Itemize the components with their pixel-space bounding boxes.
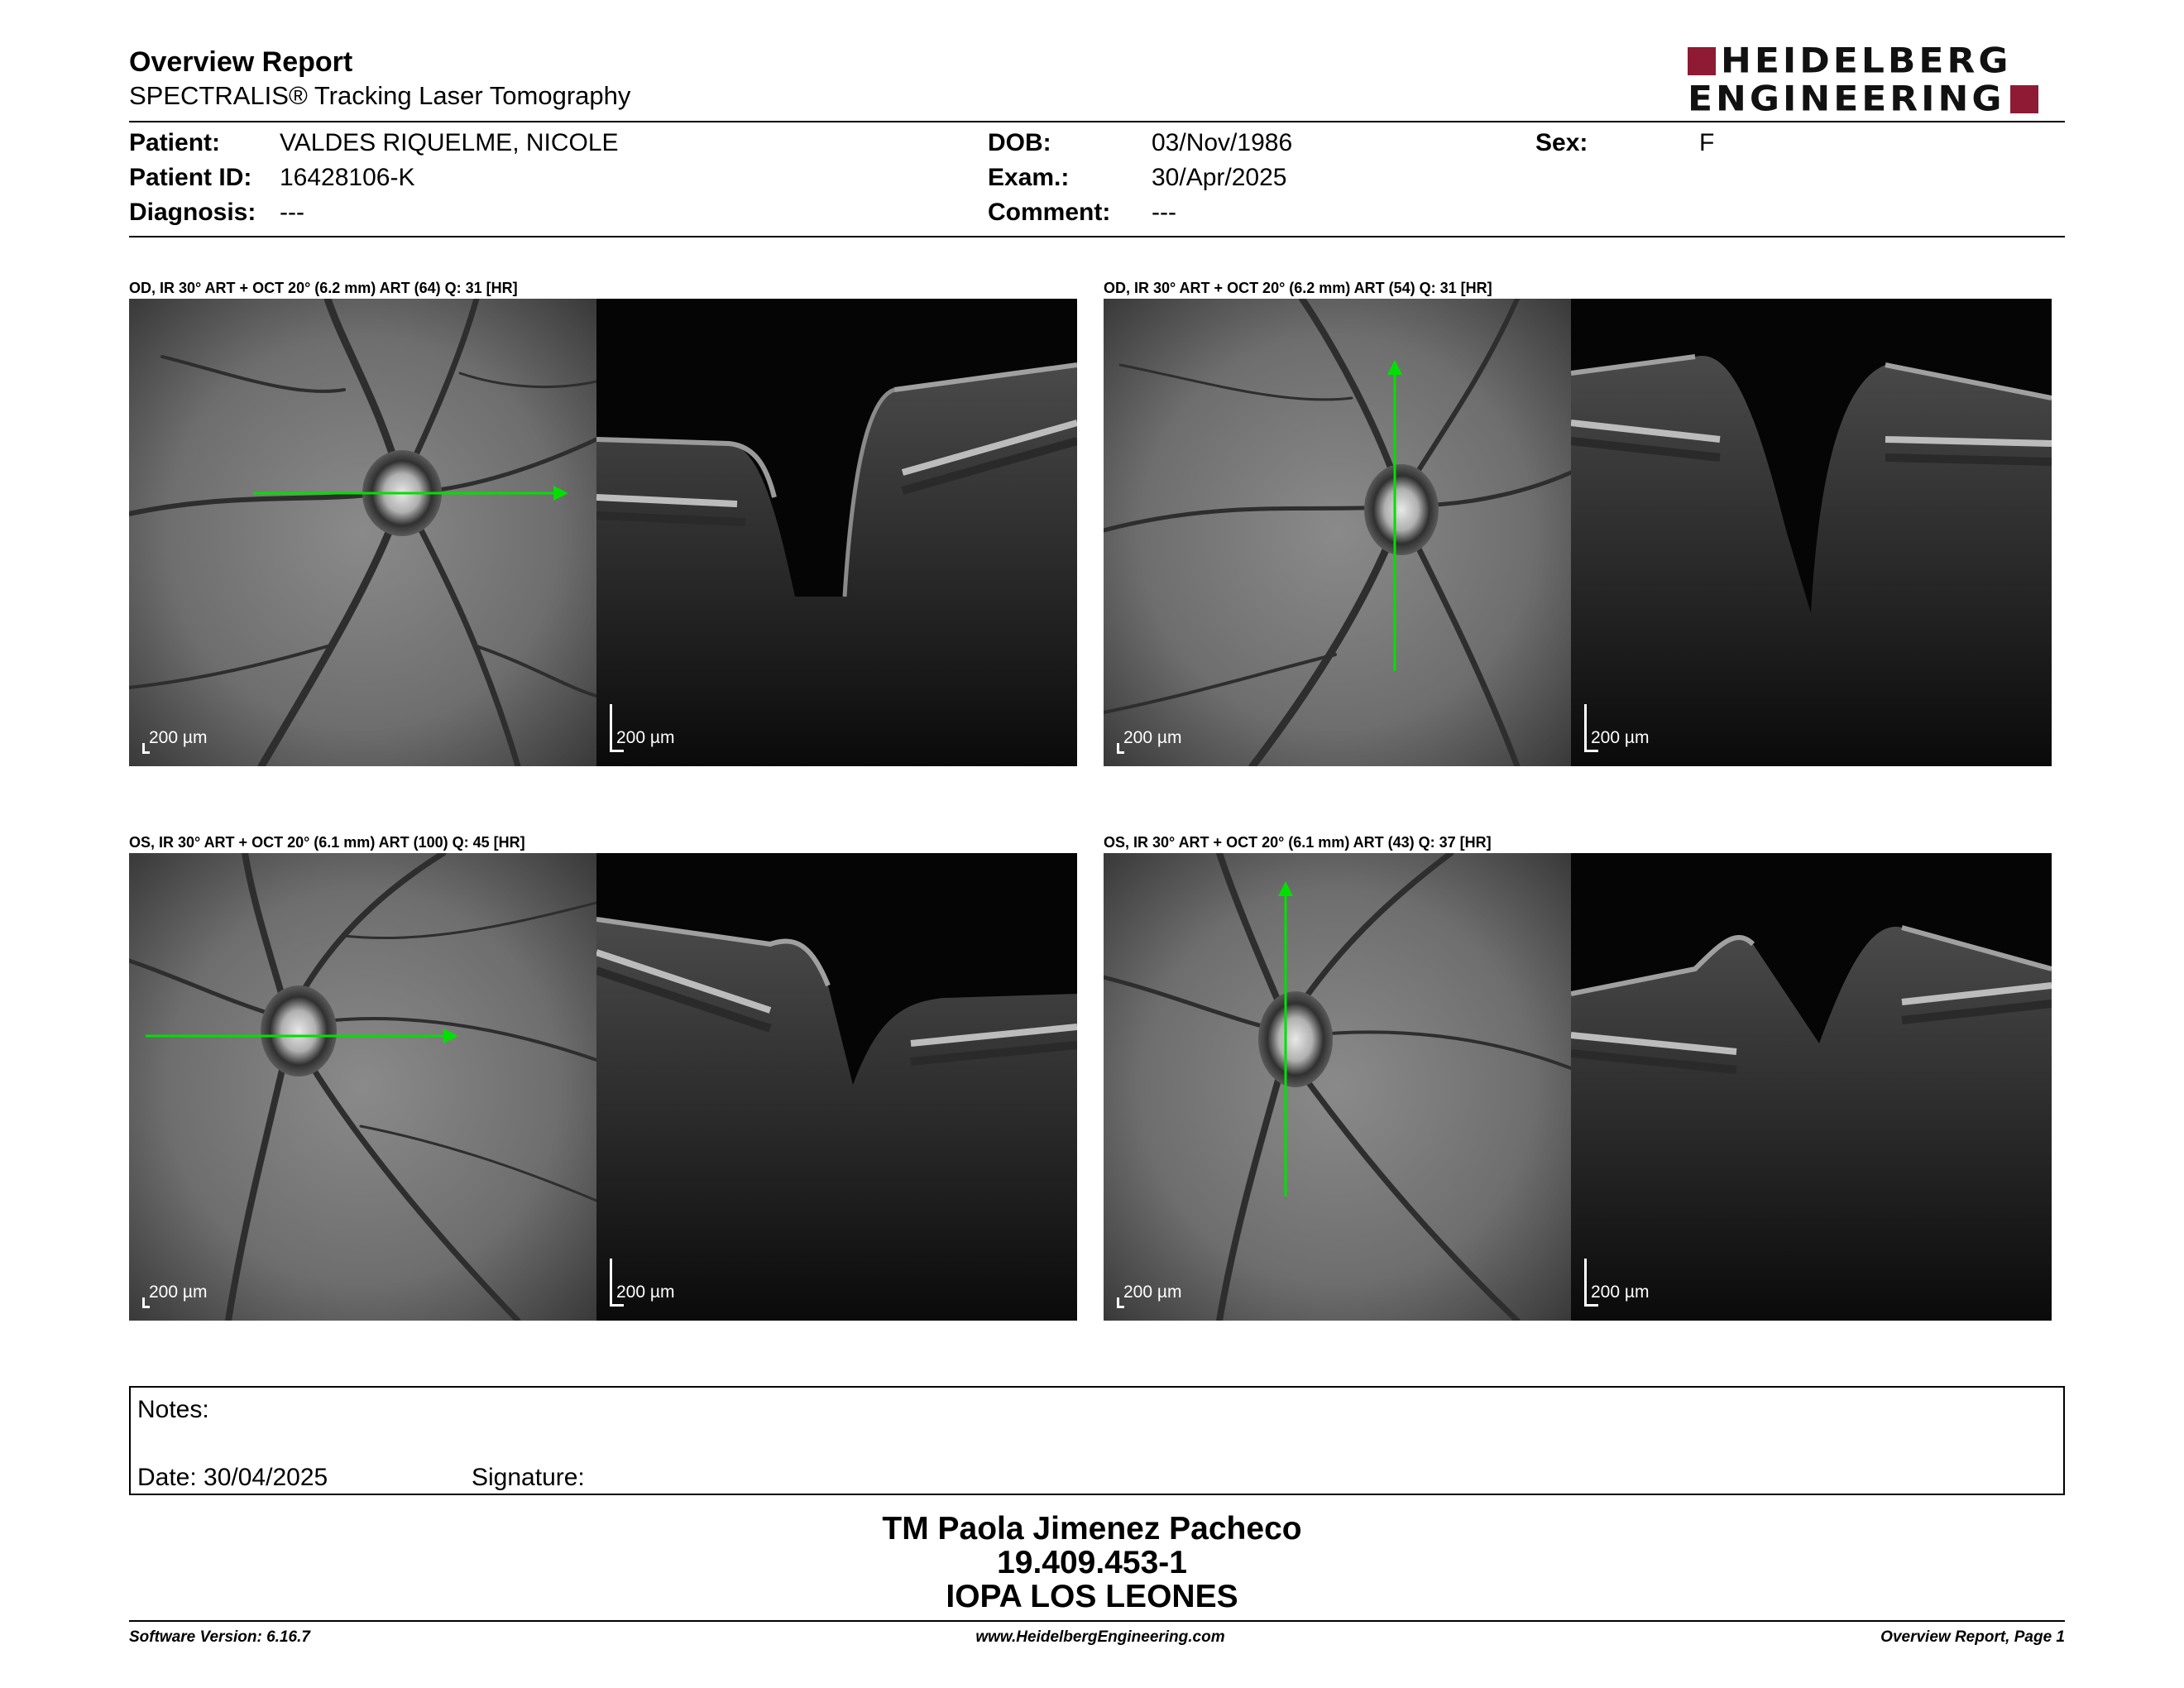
oct-image-od-1 [596,299,1077,766]
comment-label: Comment: [988,199,1111,226]
signatory-name: TM Paola Jimenez Pacheco [882,1511,1302,1547]
exam-value: 30/Apr/2025 [1152,164,1287,191]
fundus-image-od-1 [129,299,596,766]
dob-value: 03/Nov/1986 [1152,129,1293,156]
signatory-institution: IOPA LOS LEONES [946,1579,1238,1614]
footer-divider [129,1620,2065,1622]
scan-label-os-1: OS, IR 30° ART + OCT 20° (6.1 mm) ART (100) Q: 45 [HR] [129,834,525,851]
fundus-scale-od-2: 200 µm [1123,728,1182,747]
logo-square-icon [1688,47,1716,75]
patient-name: VALDES RIQUELME, NICOLE [280,129,619,156]
comment-value: --- [1152,199,1176,226]
oct-scale-os-1: 200 µm [616,1283,675,1302]
scan-label-od-1: OD, IR 30° ART + OCT 20° (6.2 mm) ART (64) Q: 31 [HR] [129,280,518,296]
website-link[interactable]: www.HeidelbergEngineering.com [975,1628,1225,1646]
oct-scale-od-2: 200 µm [1591,728,1650,747]
notes-box[interactable] [129,1386,2065,1495]
page-number: Overview Report, Page 1 [1880,1628,2065,1646]
oct-scale-od-1: 200 µm [616,728,675,747]
heidelberg-logo [1688,41,2065,119]
fundus-scale-os-1: 200 µm [149,1283,208,1302]
sex-label: Sex: [1535,129,1588,156]
dob-label: DOB: [988,129,1051,156]
signature-label: Signature: [472,1464,585,1491]
logo-line-2: ENGINEERING [1688,79,2005,119]
header-divider [129,121,2065,122]
scan-label-os-2: OS, IR 30° ART + OCT 20° (6.1 mm) ART (43) Q: 37 [HR] [1104,834,1492,851]
software-version: Software Version: 6.16.7 [129,1628,310,1646]
exam-label: Exam.: [988,164,1070,191]
sex-value: F [1699,129,1715,156]
oct-image-os-2 [1571,853,2052,1321]
fundus-image-os-1 [129,853,596,1321]
fundus-scale-os-2: 200 µm [1123,1283,1182,1302]
diagnosis-value: --- [280,199,304,226]
oct-scale-os-2: 200 µm [1591,1283,1650,1302]
patient-label: Patient: [129,129,221,156]
fundus-image-os-2 [1104,853,1571,1321]
logo-line-1: HEIDELBERG [1721,41,2012,81]
signatory-rut: 19.409.453-1 [997,1545,1187,1580]
notes-date: Date: 30/04/2025 [137,1464,328,1491]
patient-id-value: 16428106-K [280,164,415,191]
patient-id-label: Patient ID: [129,164,252,191]
info-divider [129,236,2065,237]
diagnosis-label: Diagnosis: [129,199,256,226]
logo-square-icon [2010,85,2038,113]
fundus-image-od-2 [1104,299,1571,766]
report-subtitle: SPECTRALIS® Tracking Laser Tomography [129,81,631,110]
oct-image-os-1 [596,853,1077,1321]
scan-label-od-2: OD, IR 30° ART + OCT 20° (6.2 mm) ART (54) Q: 31 [HR] [1104,280,1492,296]
oct-image-od-2 [1571,299,2052,766]
notes-label: Notes: [137,1396,209,1423]
fundus-scale-od-1: 200 µm [149,728,208,747]
report-title: Overview Report [129,46,353,78]
